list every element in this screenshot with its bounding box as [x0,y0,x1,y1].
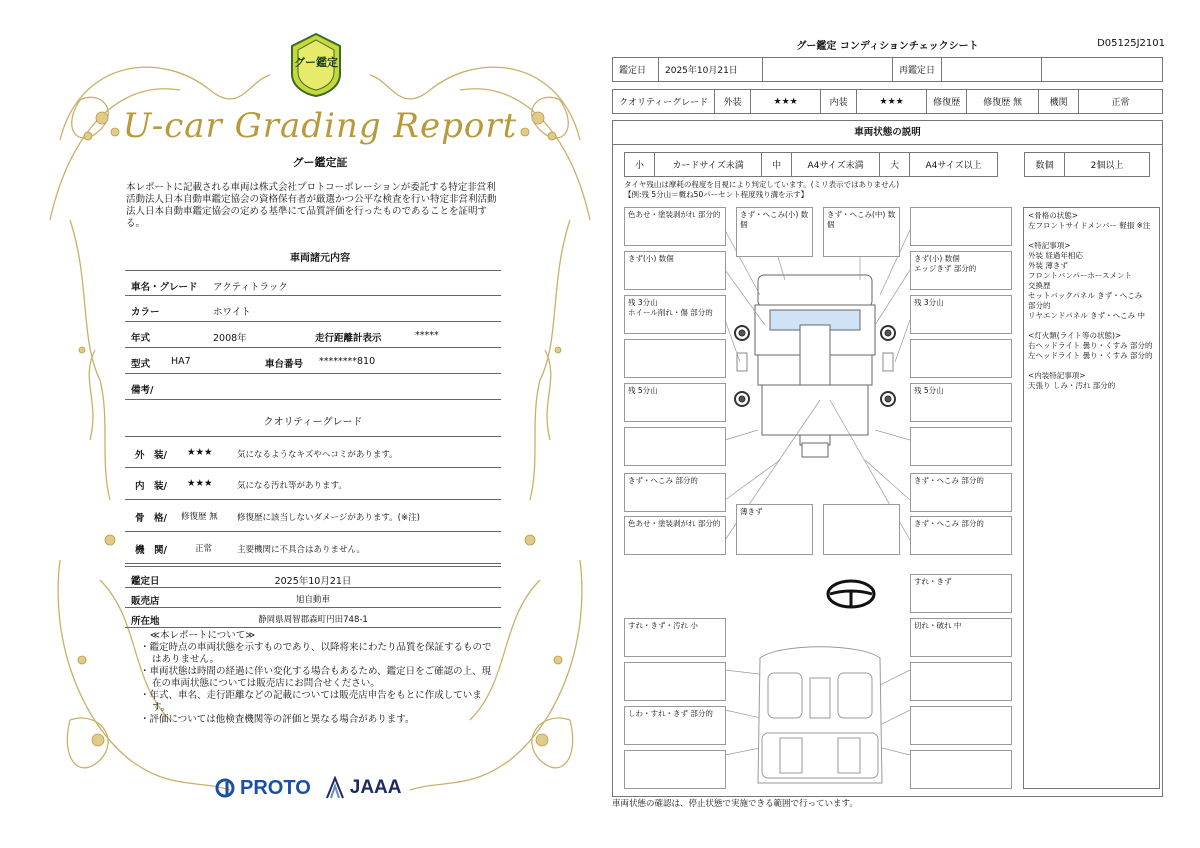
report-notes [140,630,500,726]
engine-value: 正常 [1079,90,1163,114]
tire-cell: 残 3分山 [910,295,1012,334]
color-value: ホワイト [213,307,251,318]
grade-row-interior [125,468,501,500]
badge-label: グー鑑定 [294,56,338,69]
spec-heading: 車両諸元内容 [290,253,350,264]
dealer-value: 旭自動車 [295,595,330,605]
certificate-body-text: 本レポートに記載される車両は株式会社プロトコーポレーションが委託する特定非営利活動法人日本自動車鑑定協会の資格保有者が厳選かつ公平な検査を行い特定非営利活動法人日本自動車鑑定協会の定める基準にて品質評価を行ったものであることを証明する。 [126,182,497,229]
mileage-label: 走行距離計表示 [315,333,382,344]
condition-cell [624,427,726,466]
condition-cell: 色あせ・塗装剥がれ 部分的 [624,207,726,246]
interior-label: 内 装/ [135,481,167,492]
info-row-date [125,566,501,588]
date-table [612,57,1163,82]
count-label: 数個 [1025,153,1065,177]
chassis-label: 車台番号 [265,359,304,370]
ext-label: 外装 [715,90,751,114]
model-label: 型式 [131,359,151,370]
condition-cell: きず・へこみ 部分的 [910,516,1012,555]
jaaa-logo-text: JAAA [349,777,402,798]
special-note-item: 部分的 [1028,301,1051,310]
quality-grade-table [612,89,1163,114]
lamp-notes [1028,331,1155,361]
lamp-note-item: 左ヘッドライト 曇り・くすみ 部分的 [1028,351,1153,360]
jaaa-mark-icon [325,776,345,800]
goo-kantei-badge [288,32,344,98]
grading-certificate [40,20,600,830]
date-value: 2025年10月21日 [274,576,352,587]
name-value: アクティトラック [213,282,288,293]
ext-value: ★★★ [751,90,821,114]
special-note-item: セットバックパネル きず・へこみ [1028,291,1143,300]
interior-cell [910,706,1012,745]
condition-cell [823,504,900,555]
condition-cell [624,339,726,378]
engine-label: 機関 [1039,90,1079,114]
grade-row-frame [125,500,501,532]
frame-note-item: 左フロントサイドメンバー 軽損 ※注 [1028,221,1151,230]
frame-value: 修復歴 無 [181,512,218,522]
interior-cell: 切れ・破れ 中 [910,618,1012,657]
note-item: ・鑑定時点の車両状態を示すものであり、以降将来にわたり品質を保証するものではありません。 [140,642,492,665]
condition-cell [910,339,1012,378]
size-large: 大 [880,153,910,177]
frame-label: 骨 格/ [135,513,167,524]
engine-label: 機 関/ [135,545,167,556]
int-value: ★★★ [857,90,927,114]
notes-title: ≪本レポートについて≫ [150,630,256,641]
spec-row-remarks [125,374,501,400]
condition-cell: きず・へこみ 部分的 [910,473,1012,512]
section-title: 車両状態の説明 [613,121,1162,145]
lamp-note-item: 右ヘッドライト 曇り・くすみ 部分的 [1028,341,1153,350]
redate-label: 再鑑定日 [893,58,942,82]
note-item: ・評価については他検査機関等の評価と異なる場合があります。 [140,714,415,725]
interior-cell [624,662,726,701]
color-label: カラー [131,307,160,318]
spec-row-color [125,296,501,322]
mileage-value: ***** [415,330,439,341]
condition-cell: きず(小) 数個 [624,251,726,290]
tire-note-2: 【例:残 5分山＝概ね50パーセント程度残り溝を示す】 [624,190,809,199]
name-label: 車名・グレード [131,282,198,293]
engine-value: 正常 [195,544,213,554]
chassis-value: ********810 [319,356,376,367]
interior-note-item: 天張り しみ・汚れ 部分的 [1028,381,1116,390]
condition-cell: きず・へこみ(中) 数個 [823,207,900,257]
model-value: HA7 [171,356,191,367]
interior-cell [624,750,726,789]
interior-notes [1028,371,1155,391]
proto-logo [215,777,311,800]
condition-notes-panel [1023,207,1160,789]
interior-stars: ★★★ [187,478,213,489]
remarks-label: 備考/ [131,385,154,396]
note-item: ・車両状態は時間の経過に伴い変化する場合もあるため、鑑定日をご確認の上、現在の車両状態については販売店にお問合せください。 [140,666,492,689]
tire-cell: 残 3分山 ホイール削れ・傷 部分的 [624,295,726,334]
dealer-label: 販売店 [131,596,160,607]
special-notes-title: <特記事項> [1028,241,1071,250]
sheet-code: D05125J2101 [1097,38,1165,49]
redate-value [942,58,1042,82]
lamp-notes-title: <灯火類(ライト等の状態)> [1028,331,1122,340]
tire-note [624,180,899,200]
note-item: ・年式、車名、走行距離などの記載については販売店申告をもとに作成しています。 [140,690,482,713]
special-note-item: フロントバンパーホースメント [1028,271,1132,280]
frame-notes [1028,211,1155,231]
condition-check-sheet [610,30,1165,820]
size-mid-desc: A4サイズ未満 [792,153,880,177]
interior-cell: すれ・きず・汚れ 小 [624,618,726,657]
condition-cell: きず(小) 数個 エッジきず 部分的 [910,251,1012,290]
condition-cell: すれ・きず [910,574,1012,613]
condition-cell: 薄きず [736,504,813,555]
condition-cell: きず・へこみ 部分的 [624,473,726,512]
grade-row-exterior [125,436,501,468]
certificate-heading: グー鑑定証 [292,156,348,169]
qg-label: クオリティーグレード [613,90,715,114]
year-label: 年式 [131,333,151,344]
address-label: 所在地 [131,616,160,627]
special-note-item: 外装 薄きず [1028,261,1068,270]
quality-grade-heading: クオリティーグレード [263,417,363,428]
info-row-dealer [125,588,501,608]
special-note-item: 外装 経過年相応 [1028,251,1083,260]
spec-row-name [125,270,501,296]
count-legend-table [1024,152,1150,177]
proto-logo-text: PROTO [240,776,311,799]
tire-cell: 残 5分山 [910,383,1012,422]
info-row-address [125,608,501,628]
frame-notes-title: <骨格の状態> [1028,211,1079,220]
engine-desc: 主要機関に不具合はありません。 [237,545,366,555]
sheet-title: グー鑑定 コンディションチェックシート [796,41,979,52]
interior-cell [910,750,1012,789]
size-legend-table [624,152,998,177]
repair-value: 修復歴 無 [967,90,1039,114]
interior-cell [910,662,1012,701]
sheet-footer-note: 車両状態の確認は、停止状態で実施できる範囲で行っています。 [612,799,858,809]
date-label: 鑑定日 [131,576,160,587]
spec-row-model [125,348,501,374]
size-small-desc: カードサイズ未満 [655,153,762,177]
exterior-stars: ★★★ [187,447,213,458]
size-mid: 中 [762,153,792,177]
size-small: 小 [625,153,655,177]
special-note-item: 交換歴 [1028,281,1051,290]
date-label: 鑑定日 [613,58,659,82]
interior-cell: しわ・すれ・きず 部分的 [624,706,726,745]
repair-label: 修復歴 [927,90,967,114]
steering-wheel-icon [825,578,877,610]
proto-mark-icon [215,777,237,799]
int-label: 内装 [821,90,857,114]
grade-row-engine [125,532,501,564]
tire-cell: 残 5分山 [624,383,726,422]
cabin-interior-diagram [750,638,890,788]
year-value: 2008年 [213,333,247,344]
special-notes [1028,241,1155,321]
logos [215,773,402,803]
count-desc: 2個以上 [1065,153,1150,177]
jaaa-logo [325,776,402,800]
report-script-title: U-car Grading Report [122,106,518,146]
date-value: 2025年10月21日 [659,58,763,82]
frame-desc: 修復歴に該当しないダメージがあります。(※注) [237,513,420,523]
spec-row-year [125,322,501,348]
condition-cell: 色あせ・塗装剥がれ 部分的 [624,516,726,555]
condition-cell: きず・へこみ(小) 数個 [736,207,813,257]
condition-cell [910,427,1012,466]
special-note-item: リヤエンドパネル きず・へこみ 中 [1028,311,1145,320]
tire-note-1: タイヤ残山は摩耗の程度を目視により判定しています。(ミリ表示ではありません) [624,180,900,189]
size-large-desc: A4サイズ以上 [910,153,998,177]
exterior-label: 外 装/ [135,450,167,461]
interior-notes-title: <内装特記事項> [1028,371,1086,380]
exterior-desc: 気になるようなキズやヘコミがあります。 [237,450,398,460]
interior-desc: 気になる汚れ等があります。 [237,481,347,491]
condition-cell [910,207,1012,246]
address-value: 静岡県周智郡森町円田748-1 [258,615,368,625]
